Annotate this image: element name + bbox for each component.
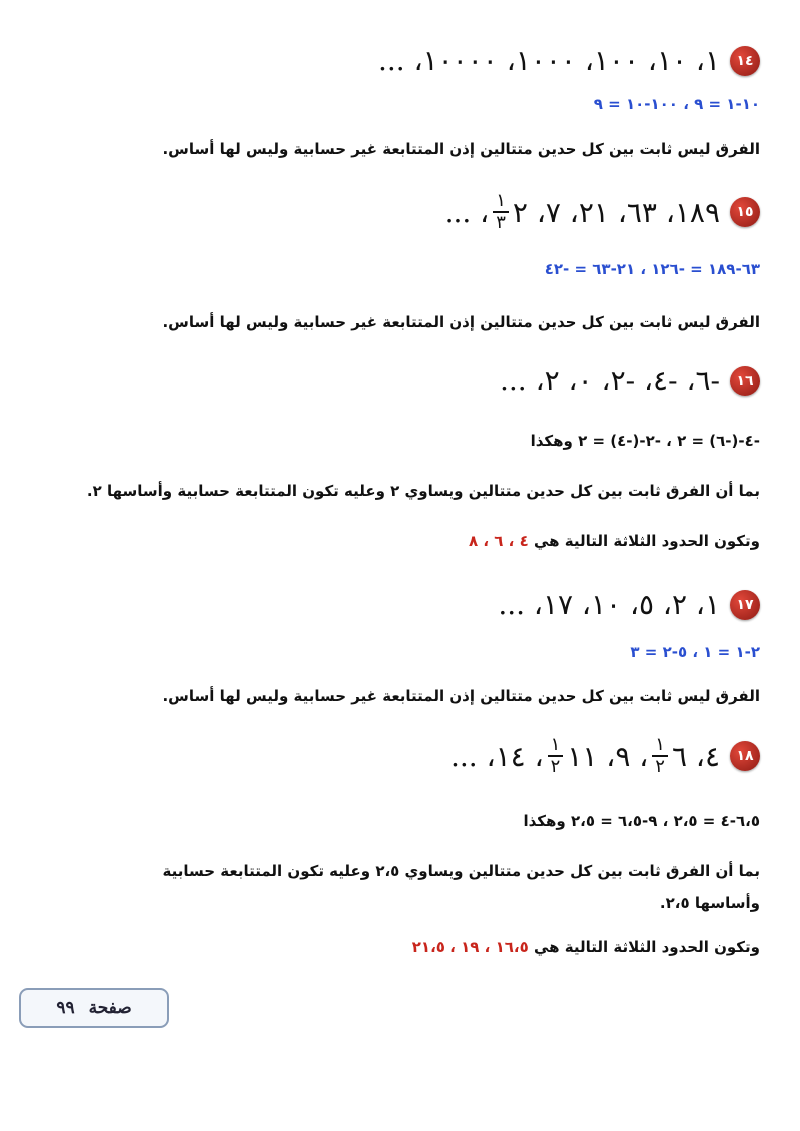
problem-15-conclusion: الفرق ليس ثابت بين كل حدين متتالين إذن المتتابعة غير حسابية وليس لها أساس. bbox=[162, 313, 760, 331]
problem-17-sequence bbox=[498, 588, 760, 621]
next-terms-label: وتكون الحدود الثلاثة التالية هي bbox=[533, 532, 760, 550]
fraction-2 bbox=[548, 736, 564, 776]
sequence-text-part2: ، ٩، ١١ bbox=[567, 739, 649, 773]
problem-16-work: -٤-(-٦) = ٢ ، -٢-(-٤) = ٢ وهكذا bbox=[530, 432, 760, 450]
fraction-2-denominator: ٢ bbox=[550, 756, 561, 777]
problem-14-sequence bbox=[378, 44, 760, 77]
page-number-box bbox=[19, 988, 169, 1028]
page-label: صفحة bbox=[88, 998, 132, 1018]
problem-17-work: ٢-١ = ١ ، ٥-٢ = ٣ bbox=[630, 643, 760, 661]
problem-18-sequence bbox=[451, 736, 760, 776]
next-terms-label: وتكون الحدود الثلاثة التالية هي bbox=[533, 938, 760, 956]
problem-18-next-terms bbox=[412, 938, 760, 956]
problem-18-conclusion-line2: وأساسها ٢،٥. bbox=[659, 894, 760, 912]
next-terms-values: ١٦،٥ ، ١٩ ، ٢١،٥ bbox=[411, 938, 529, 956]
problem-17-badge: ١٧ bbox=[730, 590, 760, 620]
problem-18-conclusion-line1: بما أن الفرق ثابت بين كل حدين متتالين ويساوي ٢،٥ وعليه تكون المتتابعة حسابية bbox=[162, 862, 760, 880]
sequence-text: ١، ٢، ٥، ١٠، ١٧، ... bbox=[498, 588, 720, 621]
next-terms-values: ٤ ، ٦ ، ٨ bbox=[468, 532, 529, 550]
fraction-2-numerator: ١ bbox=[548, 736, 564, 757]
problem-18-work: ٦،٥-٤ = ٢،٥ ، ٩-٦،٥ = ٢،٥ وهكذا bbox=[523, 812, 760, 830]
sequence-text: ١، ١٠، ١٠٠، ١٠٠٠، ١٠٠٠٠، ... bbox=[378, 44, 720, 77]
fraction-1 bbox=[652, 736, 668, 776]
fraction-numerator: ١ bbox=[493, 192, 509, 213]
fraction-1-denominator: ٢ bbox=[655, 756, 665, 777]
problem-14-conclusion: الفرق ليس ثابت بين كل حدين متتالين إذن المتتابعة غير حسابية وليس لها أساس. bbox=[162, 140, 760, 158]
fraction-1-numerator: ١ bbox=[652, 736, 668, 757]
problem-15-sequence bbox=[445, 192, 760, 232]
problem-14-work: ١٠-١ = ٩ ، ١٠٠-١٠ = ٩ bbox=[593, 95, 760, 113]
sequence-text-part1: ١٨٩، ٦٣، ٢١، ٧، ٢ bbox=[512, 195, 720, 229]
sequence-text-part2: ، ... bbox=[444, 195, 490, 229]
problem-16-conclusion: بما أن الفرق ثابت بين كل حدين متتالين ويساوي ٢ وعليه تكون المتتابعة حسابية وأساسها ٢. bbox=[86, 482, 760, 500]
fraction-denominator: ٣ bbox=[496, 212, 506, 233]
page-number: ٩٩ bbox=[56, 998, 75, 1018]
problem-15-work: ٦٣-١٨٩ = -١٢٦ ، ٢١-٦٣ = -٤٢ bbox=[544, 260, 760, 278]
fraction bbox=[493, 192, 509, 232]
problem-16-next-terms bbox=[469, 532, 760, 550]
sequence-text: -٦، -٤، -٢، ٠، ٢، ... bbox=[499, 364, 720, 397]
problem-17-conclusion: الفرق ليس ثابت بين كل حدين متتالين إذن المتتابعة غير حسابية وليس لها أساس. bbox=[162, 687, 760, 705]
problem-15-badge: ١٥ bbox=[730, 197, 760, 227]
problem-16-badge: ١٦ bbox=[730, 366, 760, 396]
problem-14-badge: ١٤ bbox=[730, 46, 760, 76]
sequence-text-part1: ٤، ٦ bbox=[671, 739, 720, 773]
problem-16-sequence bbox=[500, 364, 760, 397]
sequence-text-part3: ، ١٤، ... bbox=[450, 739, 544, 773]
problem-18-badge: ١٨ bbox=[730, 741, 760, 771]
